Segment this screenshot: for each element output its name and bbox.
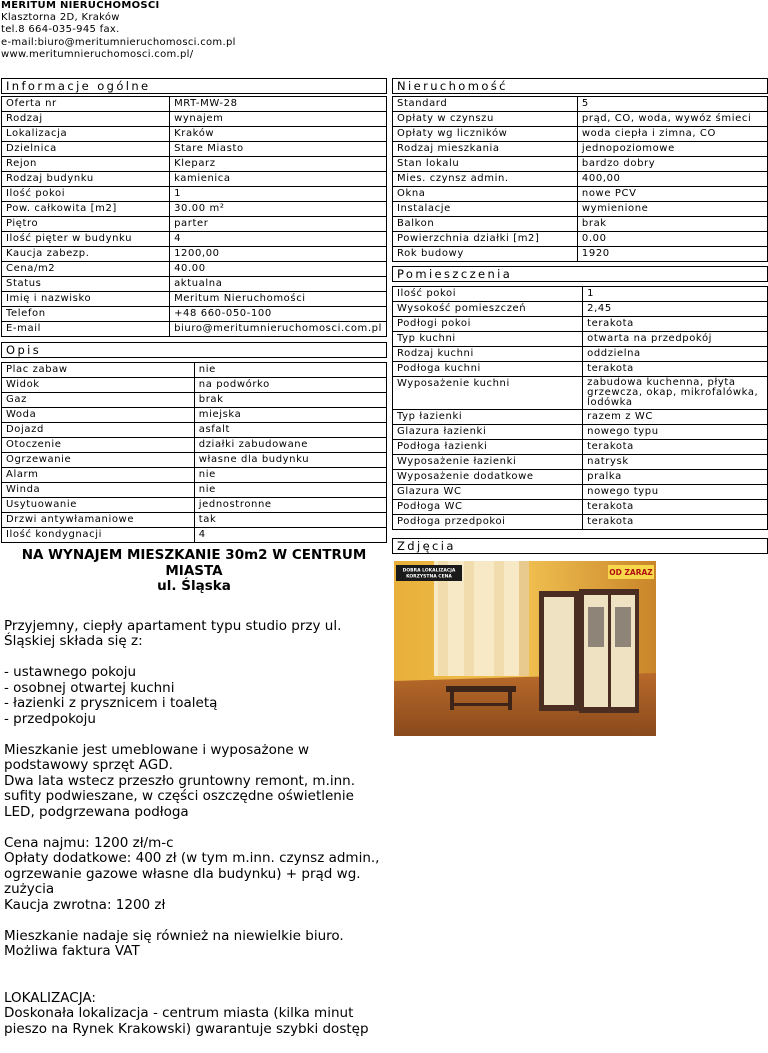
rooms-value: terakota (583, 440, 768, 455)
property-label: Rodzaj mieszkania (393, 142, 578, 157)
opis-value: jednostronne (194, 498, 386, 513)
agency-website[interactable]: www.meritumnieruchomosci.com.pl/ (1, 48, 194, 60)
property-label: Okna (393, 187, 578, 202)
rooms-value: terakota (583, 362, 768, 377)
general-label: Cena/m2 (2, 262, 170, 277)
general-value: biuro@meritumnieruchomosci.com.pl (170, 322, 387, 337)
general-label: Pow. całkowita [m2] (2, 202, 170, 217)
rooms-row (393, 332, 768, 347)
opis-label: Ogrzewanie (2, 453, 195, 468)
general-row (2, 187, 387, 202)
apartment-photo[interactable] (394, 561, 656, 736)
rooms-label: Glazura WC (393, 485, 583, 500)
opis-section-title: Opis (1, 342, 387, 358)
opis-value: własne dla budynku (194, 453, 386, 468)
opis-label: Winda (2, 483, 195, 498)
rooms-value: pralka (583, 470, 768, 485)
general-row (2, 112, 387, 127)
general-label: Lokalizacja (2, 127, 170, 142)
rooms-label: Wyposażenie łazienki (393, 455, 583, 470)
opis-label: Alarm (2, 468, 195, 483)
general-row (2, 307, 387, 322)
property-value: prąd, CO, woda, wywóz śmieci (577, 112, 767, 127)
general-value: MRT-MW-28 (170, 97, 387, 112)
general-label: Dzielnica (2, 142, 170, 157)
opis-label: Woda (2, 408, 195, 423)
opis-value: 4 (194, 528, 386, 543)
description-heading-street: ul. Śląska (157, 578, 231, 594)
property-row (393, 127, 768, 142)
rooms-label: Podłoga kuchni (393, 362, 583, 377)
property-row (393, 142, 768, 157)
agency-phone: tel.8 664-035-945 fax. (1, 24, 120, 36)
property-row (393, 247, 768, 262)
property-value: 1920 (577, 247, 767, 262)
property-value: bardzo dobry (577, 157, 767, 172)
general-value: Meritum Nieruchomości (170, 292, 387, 307)
general-value: 30.00 m² (170, 202, 387, 217)
general-value: Stare Miasto (170, 142, 387, 157)
rooms-row (393, 500, 768, 515)
opis-row (2, 498, 387, 513)
rooms-row (393, 347, 768, 362)
opis-label: Usytuowanie (2, 498, 195, 513)
general-row (2, 292, 387, 307)
general-row (2, 217, 387, 232)
agency-header (1, 0, 236, 61)
general-row (2, 172, 387, 187)
property-label: Stan lokalu (393, 157, 578, 172)
rooms-label: Wyposażenie dodatkowe (393, 470, 583, 485)
property-value: 0.00 (577, 232, 767, 247)
rooms-value: otwarta na przedpokój (583, 332, 768, 347)
property-row (393, 187, 768, 202)
rooms-label: Typ kuchni (393, 332, 583, 347)
property-value: nowe PCV (577, 187, 767, 202)
opis-value: nie (194, 363, 386, 378)
opis-label: Otoczenie (2, 438, 195, 453)
opis-value: nie (194, 468, 386, 483)
rooms-label: Rodzaj kuchni (393, 347, 583, 362)
property-label: Balkon (393, 217, 578, 232)
property-section-title: Nieruchomość (392, 78, 768, 94)
description-body (4, 619, 384, 1038)
general-value: Kraków (170, 127, 387, 142)
opis-value: nie (194, 483, 386, 498)
description-heading (4, 548, 384, 595)
general-label: Rejon (2, 157, 170, 172)
general-row (2, 142, 387, 157)
rooms-label: Typ łazienki (393, 410, 583, 425)
general-value: aktualna (170, 277, 387, 292)
description (4, 548, 384, 1053)
general-value: 1 (170, 187, 387, 202)
general-value: +48 660-050-100 (170, 307, 387, 322)
description-heading-main: NA WYNAJEM MIESZKANIE 30m2 W CENTRUM MIASTA (21, 547, 367, 579)
rooms-row (393, 425, 768, 440)
agency-name: MERITUM NIERUCHOMOŚCI (1, 0, 160, 11)
opis-row (2, 438, 387, 453)
rooms-label: Podłoga łazienki (393, 440, 583, 455)
general-row (2, 277, 387, 292)
property-row (393, 217, 768, 232)
general-label: Ilość pokoi (2, 187, 170, 202)
opis-value: na podwórko (194, 378, 386, 393)
opis-value: działki zabudowane (194, 438, 386, 453)
rooms-value: razem z WC (583, 410, 768, 425)
property-value: wymienione (577, 202, 767, 217)
general-label: E-mail (2, 322, 170, 337)
description-paragraph: Mieszkanie nadaje się również na niewielkie biuro. Możliwa faktura VAT (4, 927, 344, 959)
property-label: Opłaty wg liczników (393, 127, 578, 142)
general-row (2, 232, 387, 247)
photos-section-title: Zdjęcia (392, 538, 768, 554)
opis-row (2, 513, 387, 528)
general-label: Piętro (2, 217, 170, 232)
property-row (393, 97, 768, 112)
rooms-value: nowego typu (583, 425, 768, 440)
property-label: Mies. czynsz admin. (393, 172, 578, 187)
rooms-value: zabudowa kuchenna, płyta grzewcza, okap, mikrofalówka, lodówka (583, 377, 768, 410)
rooms-row (393, 287, 768, 302)
general-row (2, 202, 387, 217)
general-value: 4 (170, 232, 387, 247)
opis-row (2, 423, 387, 438)
rooms-value: terakota (583, 515, 768, 530)
general-row (2, 97, 387, 112)
property-label: Powierzchnia działki [m2] (393, 232, 578, 247)
general-value: Kleparz (170, 157, 387, 172)
rooms-label: Wysokość pomieszczeń (393, 302, 583, 317)
general-label: Status (2, 277, 170, 292)
photo-badge-left-line1: DOBRA LOKALIZACJA (402, 568, 456, 574)
opis-label: Ilość kondygnacji (2, 528, 195, 543)
rooms-label: Podłoga WC (393, 500, 583, 515)
rooms-row (393, 455, 768, 470)
description-paragraph: - ustawnego pokoju - osobnej otwartej kuchni - łazienki z prysznicem i toaletą - przedpokoju (4, 664, 218, 727)
rooms-row (393, 440, 768, 455)
general-row (2, 127, 387, 142)
rooms-label: Podłogi pokoi (393, 317, 583, 332)
description-paragraph: LOKALIZACJA: Doskonała lokalizacja - centrum miasta (kilka minut pieszo na Rynek Krakowski) gwarantuje szybki dostęp (4, 989, 369, 1037)
general-row (2, 247, 387, 262)
agency-email[interactable]: e-mail:biuro@meritumnieruchomosci.com.pl (1, 36, 236, 48)
rooms-table (392, 286, 768, 530)
property-value: jednopoziomowe (577, 142, 767, 157)
description-paragraph: Mieszkanie jest umeblowane i wyposażone w podstawowy sprzęt AGD. Dwa lata wstecz przeszło gruntowny remont, m.inn. sufity podwieszane, w części oszczędne oświetlenie LED, podgrzewana podłoga (4, 741, 356, 820)
general-label: Oferta nr (2, 97, 170, 112)
rooms-row (393, 302, 768, 317)
rooms-value: 2,45 (583, 302, 768, 317)
property-value: woda ciepła i zimna, CO (577, 127, 767, 142)
opis-row (2, 378, 387, 393)
rooms-value: nowego typu (583, 485, 768, 500)
property-row (393, 232, 768, 247)
property-label: Opłaty w czynszu (393, 112, 578, 127)
opis-row (2, 363, 387, 378)
general-section-title: Informacje ogólne (1, 78, 387, 94)
opis-row (2, 528, 387, 543)
opis-label: Plac zabaw (2, 363, 195, 378)
rooms-section-title: Pomieszczenia (392, 266, 768, 282)
general-value: kamienica (170, 172, 387, 187)
rooms-row (393, 377, 768, 410)
opis-value: miejska (194, 408, 386, 423)
opis-table (1, 362, 387, 543)
general-label: Telefon (2, 307, 170, 322)
rooms-value: terakota (583, 500, 768, 515)
property-value: 400,00 (577, 172, 767, 187)
general-label: Ilość pięter w budynku (2, 232, 170, 247)
property-value: brak (577, 217, 767, 232)
opis-value: asfalt (194, 423, 386, 438)
rooms-row (393, 470, 768, 485)
opis-label: Gaz (2, 393, 195, 408)
property-row (393, 157, 768, 172)
general-table (1, 96, 387, 337)
opis-label: Widok (2, 378, 195, 393)
opis-row (2, 408, 387, 423)
property-row (393, 112, 768, 127)
opis-value: brak (194, 393, 386, 408)
description-paragraph: Przyjemny, ciepły apartament typu studio przy ul. Śląskiej składa się z: (4, 617, 342, 649)
rooms-row (393, 410, 768, 425)
property-row (393, 202, 768, 217)
photo-badge-right: OD ZARAZ (609, 568, 653, 577)
general-label: Rodzaj budynku (2, 172, 170, 187)
property-row (393, 172, 768, 187)
apartment-photo-illustration (394, 561, 656, 736)
rooms-value: natrysk (583, 455, 768, 470)
description-paragraph: Cena najmu: 1200 zł/m-c Opłaty dodatkowe: 400 zł (w tym m.inn. czynsz admin., ogrzewanie gazowe własne dla budynku) + prąd wg. zużycia Kaucja zwrotna: 1200 zł (4, 834, 380, 913)
property-label: Instalacje (393, 202, 578, 217)
rooms-row (393, 515, 768, 530)
property-value: 5 (577, 97, 767, 112)
general-value: wynajem (170, 112, 387, 127)
opis-value: tak (194, 513, 386, 528)
opis-label: Dojazd (2, 423, 195, 438)
rooms-value: 1 (583, 287, 768, 302)
general-value: 1200,00 (170, 247, 387, 262)
rooms-label: Ilość pokoi (393, 287, 583, 302)
rooms-value: oddzielna (583, 347, 768, 362)
rooms-value: terakota (583, 317, 768, 332)
rooms-label: Glazura łazienki (393, 425, 583, 440)
general-label: Imię i nazwisko (2, 292, 170, 307)
general-row (2, 322, 387, 337)
property-table (392, 96, 768, 262)
property-label: Standard (393, 97, 578, 112)
general-label: Kaucja zabezp. (2, 247, 170, 262)
opis-row (2, 453, 387, 468)
photo-badge-left-line2: KORZYSTNA CENA (406, 574, 452, 580)
rooms-label: Wyposażenie kuchni (393, 377, 583, 410)
property-label: Rok budowy (393, 247, 578, 262)
general-value: 40.00 (170, 262, 387, 277)
general-label: Rodzaj (2, 112, 170, 127)
rooms-row (393, 317, 768, 332)
opis-row (2, 483, 387, 498)
general-value: parter (170, 217, 387, 232)
general-row (2, 157, 387, 172)
opis-label: Drzwi antywłamaniowe (2, 513, 195, 528)
rooms-row (393, 362, 768, 377)
rooms-label: Podłoga przedpokoi (393, 515, 583, 530)
general-row (2, 262, 387, 277)
opis-row (2, 393, 387, 408)
opis-row (2, 468, 387, 483)
agency-address: Klasztorna 2D, Kraków (1, 12, 120, 24)
rooms-row (393, 485, 768, 500)
